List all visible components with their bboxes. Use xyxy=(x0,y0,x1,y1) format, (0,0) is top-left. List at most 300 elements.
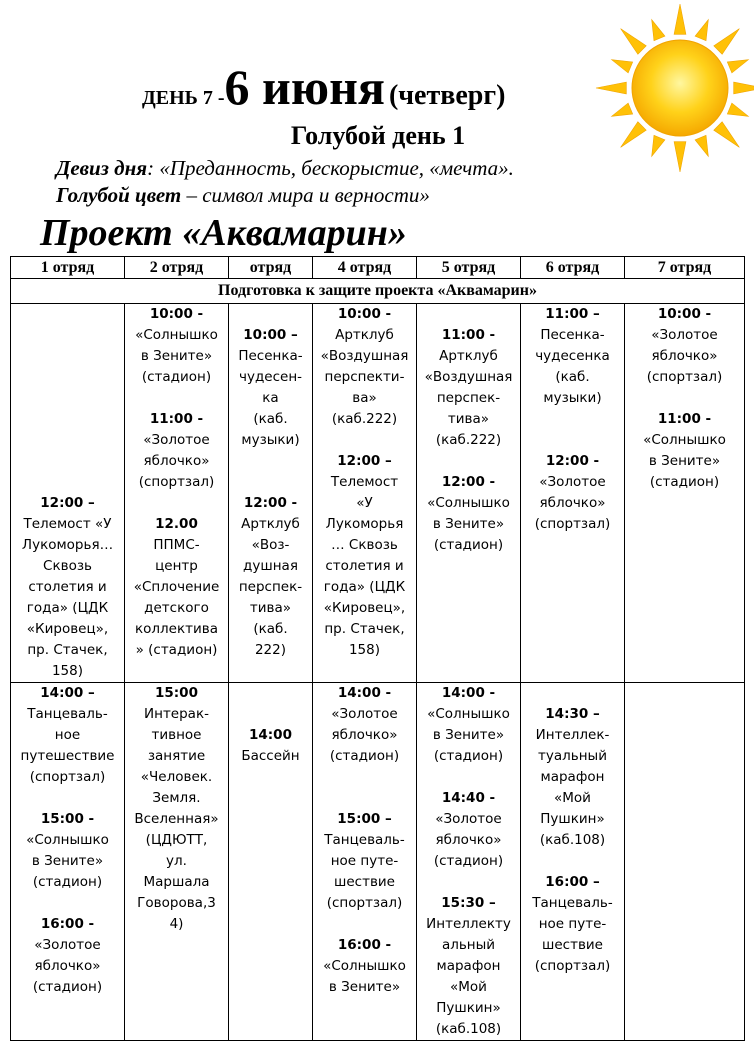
schedule-line: Интеллекту xyxy=(426,916,511,932)
schedule-line: Артклуб xyxy=(241,516,300,532)
schedule-line: чудесен- xyxy=(238,369,303,385)
schedule-line xyxy=(419,577,518,598)
schedule-line xyxy=(127,935,226,956)
schedule-line: ул. xyxy=(166,853,187,869)
schedule-line xyxy=(231,704,310,725)
schedule-line: марафон xyxy=(540,769,605,785)
schedule-line xyxy=(13,409,122,430)
schedule-line xyxy=(13,788,122,809)
schedule-line xyxy=(627,977,742,998)
schedule-line xyxy=(315,914,414,935)
schedule-line xyxy=(523,535,622,556)
schedule-line: (спортзал) xyxy=(138,474,215,490)
project-title: Проект «Аквамарин» xyxy=(40,212,407,254)
schedule-line xyxy=(627,809,742,830)
schedule-line: тива» xyxy=(249,600,292,616)
schedule-line: 14:00 - xyxy=(337,685,392,701)
schedule-line: (спортзал) xyxy=(534,516,611,532)
schedule-line: ное путе- xyxy=(330,853,399,869)
schedule-line: «Человек. xyxy=(140,769,213,785)
schedule-line xyxy=(13,998,122,1019)
schedule-line xyxy=(627,956,742,977)
schedule-line: (спортзал) xyxy=(29,769,106,785)
schedule-line: 14:00 - xyxy=(441,685,496,701)
schedule-cell xyxy=(125,683,229,1041)
schedule-line xyxy=(627,683,742,704)
schedule-line xyxy=(127,1019,226,1040)
schedule-line xyxy=(13,472,122,493)
schedule-line xyxy=(523,577,622,598)
schedule-line: центр xyxy=(155,558,198,574)
schedule-line: Интерак- xyxy=(144,706,209,722)
column-header: 2 отряд xyxy=(125,257,229,279)
schedule-line: Пушкин» xyxy=(436,1000,501,1016)
schedule-line: «У xyxy=(356,495,373,511)
sun-ray xyxy=(674,4,686,34)
schedule-line: «Солнышко xyxy=(427,495,510,511)
schedule-cell xyxy=(11,304,125,683)
schedule-line: Песенка- xyxy=(238,348,303,364)
schedule-line xyxy=(419,304,518,325)
schedule-line: «Воз- xyxy=(251,537,290,553)
schedule-line xyxy=(231,1019,310,1040)
schedule-line xyxy=(231,851,310,872)
schedule-line xyxy=(127,998,226,1019)
sun-ray xyxy=(727,60,748,73)
schedule-line xyxy=(627,746,742,767)
schedule-line: Лукоморья xyxy=(325,516,404,532)
sun-ray xyxy=(727,103,748,116)
schedule-line: коллектива xyxy=(135,621,218,637)
schedule-line: чудесенка xyxy=(535,348,610,364)
schedule-cell xyxy=(521,304,625,683)
schedule-line: «Мой xyxy=(450,979,487,995)
page-subtitle: Голубой день 1 xyxy=(290,121,466,150)
schedule-cell-content xyxy=(625,683,744,1040)
schedule-line: Танцеваль- xyxy=(27,706,108,722)
schedule-line xyxy=(231,809,310,830)
schedule-line: занятие xyxy=(147,748,206,764)
schedule-line: (спортзал) xyxy=(326,895,403,911)
schedule-line xyxy=(627,388,742,409)
column-header: 4 отряд xyxy=(313,257,417,279)
schedule-line xyxy=(627,788,742,809)
schedule-line xyxy=(419,556,518,577)
schedule-line: Телемост xyxy=(330,474,399,490)
schedule-line: «Солнышко xyxy=(323,958,406,974)
schedule-cell-content xyxy=(229,304,312,661)
schedule-line: в Зените» xyxy=(648,453,721,469)
schedule-line: пр. Стачек, xyxy=(27,642,108,658)
schedule-line: ка xyxy=(262,390,279,406)
schedule-line xyxy=(315,998,414,1019)
schedule-line: 14:00 xyxy=(249,727,292,743)
schedule-line: «Солнышко xyxy=(643,432,726,448)
schedule-line xyxy=(627,577,742,598)
schedule-line: Маршала xyxy=(143,874,210,890)
schedule-line: тивное xyxy=(151,727,202,743)
schedule-line xyxy=(231,683,310,704)
schedule-line: путешествие xyxy=(20,748,115,764)
schedule-cell xyxy=(417,683,521,1041)
schedule-line: (каб.108) xyxy=(539,832,606,848)
schedule-line: 10:00 - xyxy=(337,306,392,322)
schedule-line: (стадион) xyxy=(141,369,212,385)
schedule-cell xyxy=(229,683,313,1041)
schedule-cell-content xyxy=(625,304,744,661)
schedule-cell-content xyxy=(125,304,228,661)
schedule-line: «Мой xyxy=(554,790,591,806)
schedule-line xyxy=(627,619,742,640)
schedule-line: перспек- xyxy=(238,579,303,595)
schedule-line: «Воздушная xyxy=(320,348,409,364)
schedule-line: «Золотое xyxy=(331,706,398,722)
schedule-line xyxy=(13,893,122,914)
schedule-line xyxy=(231,914,310,935)
schedule-line: Интеллек- xyxy=(535,727,610,743)
schedule-line xyxy=(13,325,122,346)
schedule-line: 12:00 - xyxy=(243,495,298,511)
schedule-line: 10:00 – xyxy=(243,327,298,343)
schedule-line: (каб. xyxy=(253,411,288,427)
schedule-line: 158) xyxy=(51,663,84,679)
schedule-line: в Зените» xyxy=(31,853,104,869)
schedule-cell-content xyxy=(521,683,624,1040)
schedule-line: года» (ЦДК xyxy=(323,579,406,595)
schedule-line xyxy=(419,640,518,661)
schedule-line: музыки) xyxy=(241,432,300,448)
schedule-line: в Зените» xyxy=(432,516,505,532)
table-header-row xyxy=(11,257,745,279)
column-header: 6 отряд xyxy=(521,257,625,279)
schedule-line xyxy=(523,851,622,872)
schedule-line: в Зените» xyxy=(140,348,213,364)
schedule-cell xyxy=(625,683,745,1041)
schedule-cell xyxy=(625,304,745,683)
schedule-line xyxy=(523,640,622,661)
schedule-line xyxy=(627,851,742,872)
schedule-line xyxy=(315,767,414,788)
sun-ray xyxy=(612,60,633,73)
schedule-line: (стадион) xyxy=(32,874,103,890)
schedule-line xyxy=(523,998,622,1019)
schedule-line: Артклуб xyxy=(335,327,394,343)
schedule-line: 12:00 – xyxy=(337,453,392,469)
schedule-cell-content xyxy=(313,683,416,1040)
schedule-line: (каб. xyxy=(555,369,590,385)
schedule-line: 158) xyxy=(348,642,381,658)
schedule-line: Лукоморья… xyxy=(21,537,114,553)
schedule-line xyxy=(127,977,226,998)
schedule-line: Вселенная» xyxy=(134,811,219,827)
schedule-line: (каб.222) xyxy=(435,432,502,448)
schedule-line xyxy=(523,556,622,577)
schedule-line xyxy=(627,1019,742,1040)
schedule-line: 4) xyxy=(169,916,184,932)
schedule-line: перспекти- xyxy=(324,369,405,385)
schedule-line xyxy=(627,935,742,956)
schedule-line: 10:00 - xyxy=(657,306,712,322)
schedule-line: «Воздушная xyxy=(424,369,513,385)
column-header: 7 отряд xyxy=(625,257,745,279)
schedule-line xyxy=(231,977,310,998)
schedule-line xyxy=(627,556,742,577)
table-row-morning xyxy=(11,304,745,683)
schedule-line xyxy=(419,451,518,472)
schedule-line: ППМС- xyxy=(153,537,200,553)
schedule-line xyxy=(231,830,310,851)
schedule-line: туальный xyxy=(538,748,607,764)
schedule-line xyxy=(627,767,742,788)
schedule-line: 10:00 - xyxy=(149,306,204,322)
schedule-line: «Солнышко xyxy=(135,327,218,343)
schedule-line: столетия и xyxy=(28,579,107,595)
schedule-line: Телемост «У xyxy=(23,516,112,532)
schedule-line: шествие xyxy=(334,874,395,890)
schedule-line: (стадион) xyxy=(433,853,504,869)
schedule-line xyxy=(127,956,226,977)
schedule-line xyxy=(419,767,518,788)
schedule-line: Сквозь xyxy=(43,558,92,574)
schedule-line xyxy=(13,367,122,388)
schedule-line: яблочко» xyxy=(331,727,398,743)
schedule-line xyxy=(419,619,518,640)
schedule-line xyxy=(627,725,742,746)
schedule-line: Танцеваль- xyxy=(324,832,405,848)
schedule-line: ное xyxy=(54,727,81,743)
schedule-line xyxy=(627,893,742,914)
schedule-line: 14:00 – xyxy=(40,685,95,701)
schedule-line: Бассейн xyxy=(241,748,300,764)
schedule-line: душная xyxy=(243,558,298,574)
schedule-cell xyxy=(125,304,229,683)
schedule-line xyxy=(523,430,622,451)
schedule-line xyxy=(315,430,414,451)
schedule-line xyxy=(231,767,310,788)
schedule-table xyxy=(10,256,745,1041)
schedule-line: 12:00 - xyxy=(545,453,600,469)
schedule-line: 14:40 - xyxy=(441,790,496,806)
schedule-line: в Зените» xyxy=(328,979,401,995)
schedule-line: года» (ЦДК xyxy=(26,600,109,616)
schedule-cell-content xyxy=(521,304,624,661)
schedule-line: » (стадион) xyxy=(135,642,218,658)
schedule-line: 12:00 - xyxy=(441,474,496,490)
schedule-line xyxy=(127,493,226,514)
schedule-line xyxy=(627,640,742,661)
schedule-line: пр. Стачек, xyxy=(324,621,405,637)
schedule-line: яблочко» xyxy=(34,958,101,974)
schedule-line xyxy=(627,704,742,725)
schedule-line xyxy=(523,409,622,430)
schedule-line: (стадион) xyxy=(329,748,400,764)
schedule-line xyxy=(523,619,622,640)
schedule-cell-content xyxy=(417,683,520,1040)
header-date-line xyxy=(142,59,602,122)
schedule-line xyxy=(523,683,622,704)
schedule-line: 11:00 – xyxy=(545,306,600,322)
schedule-line xyxy=(627,830,742,851)
schedule-line xyxy=(231,956,310,977)
schedule-line: 11:00 - xyxy=(657,411,712,427)
sun-ray xyxy=(734,82,754,94)
schedule-line: (каб.222) xyxy=(331,411,398,427)
schedule-line xyxy=(627,998,742,1019)
schedule-line xyxy=(231,872,310,893)
schedule-cell-content xyxy=(11,683,124,1040)
schedule-line: (стадион) xyxy=(433,748,504,764)
schedule-line: (спортзал) xyxy=(646,369,723,385)
schedule-line: яблочко» xyxy=(435,832,502,848)
day-label: ДЕНЬ 7 - xyxy=(142,87,225,109)
schedule-cell xyxy=(313,304,417,683)
schedule-line: 16:00 - xyxy=(337,937,392,953)
schedule-cell-content xyxy=(313,304,416,661)
schedule-line xyxy=(523,1019,622,1040)
schedule-line xyxy=(523,598,622,619)
schedule-cell xyxy=(521,683,625,1041)
schedule-line xyxy=(231,788,310,809)
schedule-line xyxy=(315,1019,414,1040)
color-text: – символ мира и верности» xyxy=(181,183,430,207)
schedule-line: 15:30 – xyxy=(441,895,496,911)
schedule-line: перспек- xyxy=(436,390,501,406)
schedule-line xyxy=(419,872,518,893)
schedule-line xyxy=(231,304,310,325)
schedule-line xyxy=(231,451,310,472)
schedule-line xyxy=(13,304,122,325)
schedule-line: яблочко» xyxy=(539,495,606,511)
schedule-line: (каб.108) xyxy=(435,1021,502,1037)
motto-line xyxy=(56,155,514,181)
schedule-line: альный xyxy=(441,937,496,953)
schedule-line: «Золотое xyxy=(651,327,718,343)
prep-row xyxy=(11,279,745,304)
schedule-line xyxy=(315,788,414,809)
schedule-line: Артклуб xyxy=(439,348,498,364)
schedule-line: «Кировец», xyxy=(323,600,406,616)
schedule-line: 12.00 xyxy=(155,516,198,532)
schedule-line: в Зените» xyxy=(432,727,505,743)
schedule-line: (спортзал) xyxy=(534,958,611,974)
schedule-line xyxy=(13,1019,122,1040)
schedule-line: музыки) xyxy=(543,390,602,406)
schedule-line: марафон xyxy=(436,958,501,974)
schedule-line: (стадион) xyxy=(649,474,720,490)
date-big: 6 июня xyxy=(224,59,385,115)
schedule-line: 12:00 – xyxy=(40,495,95,511)
schedule-line: (стадион) xyxy=(433,537,504,553)
schedule-line: Земля. xyxy=(152,790,201,806)
schedule-cell-content xyxy=(229,683,312,1040)
sun-ray xyxy=(695,20,708,41)
schedule-line: 16:00 – xyxy=(545,874,600,890)
schedule-line: (ЦДЮТТ, xyxy=(145,832,208,848)
prep-row-text: Подготовка к защите проекта «Аквамарин» xyxy=(11,279,745,304)
schedule-line: яблочко» xyxy=(651,348,718,364)
motto-label: Девиз дня xyxy=(56,156,148,180)
schedule-line xyxy=(13,430,122,451)
schedule-line: 16:00 - xyxy=(40,916,95,932)
schedule-line xyxy=(627,493,742,514)
schedule-cell-content xyxy=(11,304,124,682)
weekday: (четверг) xyxy=(388,80,506,111)
schedule-line: «Кировец», xyxy=(26,621,109,637)
table-row-afternoon xyxy=(11,683,745,1041)
schedule-line: яблочко» xyxy=(143,453,210,469)
schedule-line: (каб. xyxy=(253,621,288,637)
schedule-line: … Сквозь xyxy=(331,537,398,553)
schedule-line: 14:30 – xyxy=(545,706,600,722)
schedule-line: тива» xyxy=(447,411,490,427)
schedule-line: детского xyxy=(144,600,209,616)
schedule-line: «Золотое xyxy=(539,474,606,490)
schedule-line xyxy=(523,977,622,998)
schedule-line: 15:00 - xyxy=(40,811,95,827)
schedule-line xyxy=(13,346,122,367)
schedule-line xyxy=(13,388,122,409)
schedule-line: «Солнышко xyxy=(427,706,510,722)
schedule-line xyxy=(127,388,226,409)
schedule-line xyxy=(627,598,742,619)
schedule-line: 15:00 – xyxy=(337,811,392,827)
schedule-line: «Золотое xyxy=(143,432,210,448)
schedule-line xyxy=(231,998,310,1019)
schedule-line: шествие xyxy=(542,937,603,953)
column-header: 1 отряд xyxy=(11,257,125,279)
schedule-line: 15:00 xyxy=(155,685,198,701)
schedule-cell xyxy=(229,304,313,683)
schedule-line: «Золотое xyxy=(34,937,101,953)
schedule-line xyxy=(231,893,310,914)
sun-ray xyxy=(652,20,665,41)
schedule-line: 11:00 - xyxy=(149,411,204,427)
motto-text: : «Преданность, бескорыстие, «мечта». xyxy=(147,156,514,180)
color-line xyxy=(56,182,430,208)
column-header: отряд xyxy=(229,257,313,279)
schedule-cell-content xyxy=(417,304,520,661)
schedule-cell xyxy=(417,304,521,683)
schedule-cell-content xyxy=(125,683,228,1040)
schedule-line: «Сплочение xyxy=(133,579,220,595)
schedule-line: Пушкин» xyxy=(540,811,605,827)
schedule-line: ное путе- xyxy=(538,916,607,932)
sun-ray xyxy=(714,29,740,55)
schedule-line xyxy=(13,451,122,472)
schedule-line: «Золотое xyxy=(435,811,502,827)
color-label: Голубой цвет xyxy=(56,183,182,207)
schedule-line xyxy=(627,535,742,556)
schedule-cell xyxy=(313,683,417,1041)
sun-ray xyxy=(612,103,633,116)
schedule-line xyxy=(627,914,742,935)
schedule-line: столетия и xyxy=(325,558,404,574)
schedule-line xyxy=(627,872,742,893)
column-header: 5 отряд xyxy=(417,257,521,279)
schedule-line xyxy=(419,598,518,619)
schedule-line: (стадион) xyxy=(32,979,103,995)
schedule-line: Танцеваль- xyxy=(532,895,613,911)
schedule-line: «Солнышко xyxy=(26,832,109,848)
sun-ray xyxy=(621,29,647,55)
schedule-line xyxy=(627,514,742,535)
schedule-line: ва» xyxy=(352,390,377,406)
schedule-line: 222) xyxy=(254,642,287,658)
schedule-line: Песенка- xyxy=(540,327,605,343)
schedule-line xyxy=(231,472,310,493)
schedule-line: 11:00 - xyxy=(441,327,496,343)
schedule-line xyxy=(231,935,310,956)
